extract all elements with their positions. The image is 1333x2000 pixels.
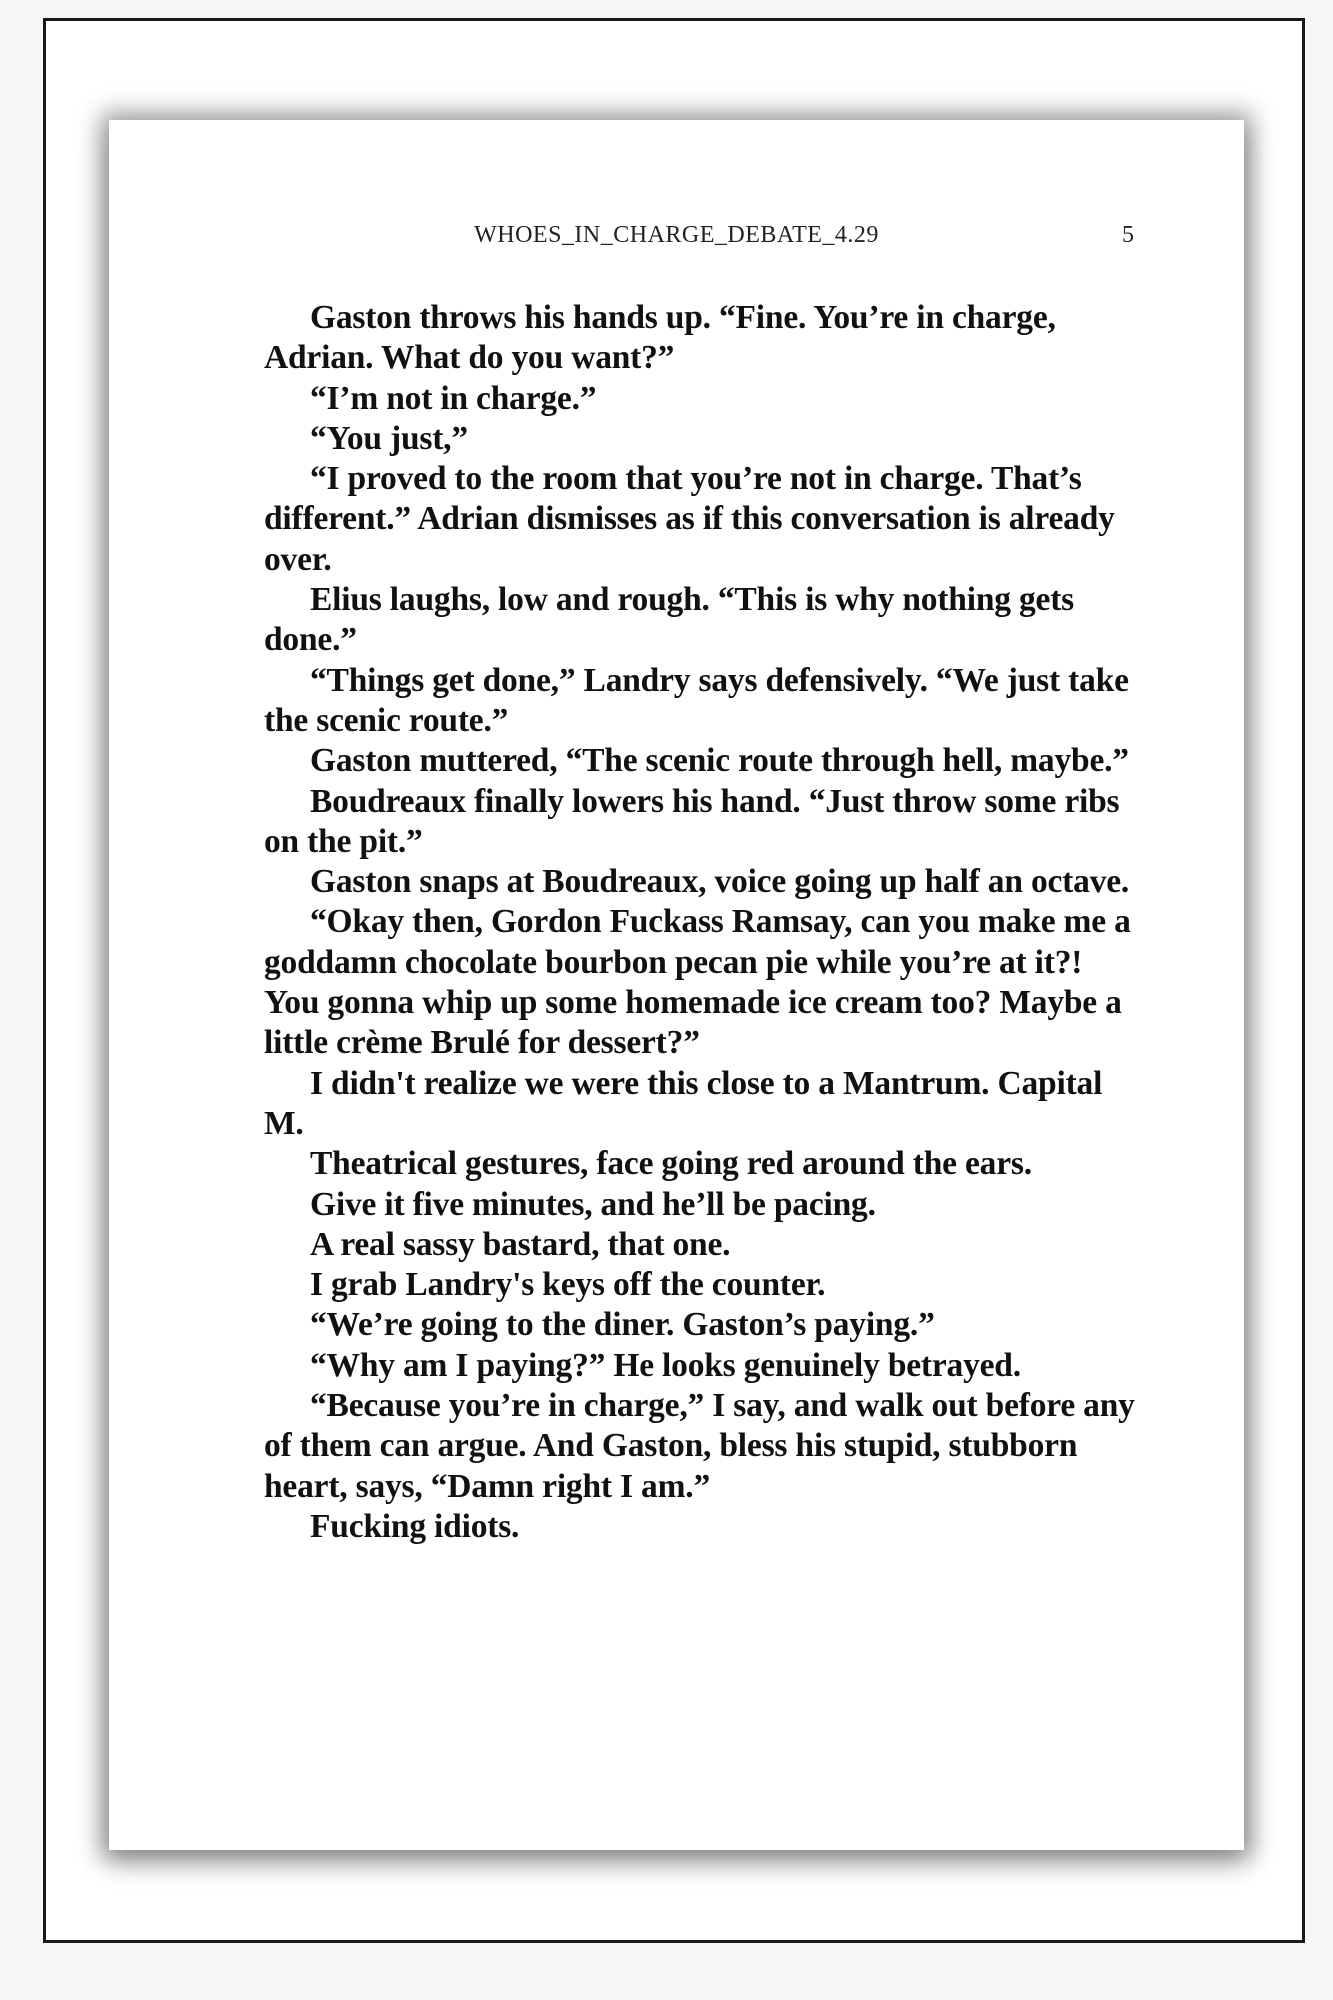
paragraph: “Why am I paying?” He looks genuinely betrayed.: [310, 1346, 1021, 1384]
paragraph: “We’re going to the diner. Gaston’s paying.”: [310, 1306, 935, 1344]
paragraph: “I’m not in charge.”: [310, 379, 597, 417]
paragraph: A real sassy bastard, that one.: [310, 1225, 731, 1263]
page-number: 5: [1122, 222, 1134, 248]
running-title: WHOES_IN_CHARGE_DEBATE_4.29: [474, 222, 879, 248]
body-text: [264, 298, 1144, 1547]
paragraph: I grab Landry's keys off the counter.: [310, 1266, 826, 1304]
document-page: [109, 120, 1244, 1850]
paragraph: “I proved to the room that you’re not in charge. That’s different.” Adrian dismisses as if this conversation is already over.: [264, 460, 1115, 578]
paragraph: “You just,”: [310, 419, 468, 457]
running-header: [109, 222, 1244, 256]
paragraph: Gaston muttered, “The scenic route through hell, maybe.”: [310, 742, 1129, 780]
paragraph: “Because you’re in charge,” I say, and walk out before any of them can argue. And Gaston, bless his stupid, stubborn heart, says, “Damn right I am.”: [264, 1387, 1135, 1505]
paragraph: Give it five minutes, and he’ll be pacing.: [310, 1185, 876, 1223]
paragraph: I didn't realize we were this close to a Mantrum. Capital M.: [264, 1064, 1103, 1142]
paragraph: Fucking idiots.: [310, 1507, 520, 1545]
paragraph: “Okay then, Gordon Fuckass Ramsay, can you make me a goddamn chocolate bourbon pecan pie while you’re at it?! You gonna whip up some homemade ice cream too? Maybe a little crème Brulé for dessert?”: [264, 903, 1131, 1062]
paragraph: Elius laughs, low and rough. “This is why nothing gets done.”: [264, 581, 1075, 659]
paragraph: Theatrical gestures, face going red around the ears.: [310, 1145, 1032, 1183]
paragraph: Gaston snaps at Boudreaux, voice going up half an octave.: [310, 863, 1130, 901]
paragraph: Boudreaux finally lowers his hand. “Just throw some ribs on the pit.”: [264, 782, 1120, 860]
paragraph: “Things get done,” Landry says defensively. “We just take the scenic route.”: [264, 661, 1129, 739]
paragraph: Gaston throws his hands up. “Fine. You’re in charge, Adrian. What do you want?”: [264, 299, 1056, 377]
